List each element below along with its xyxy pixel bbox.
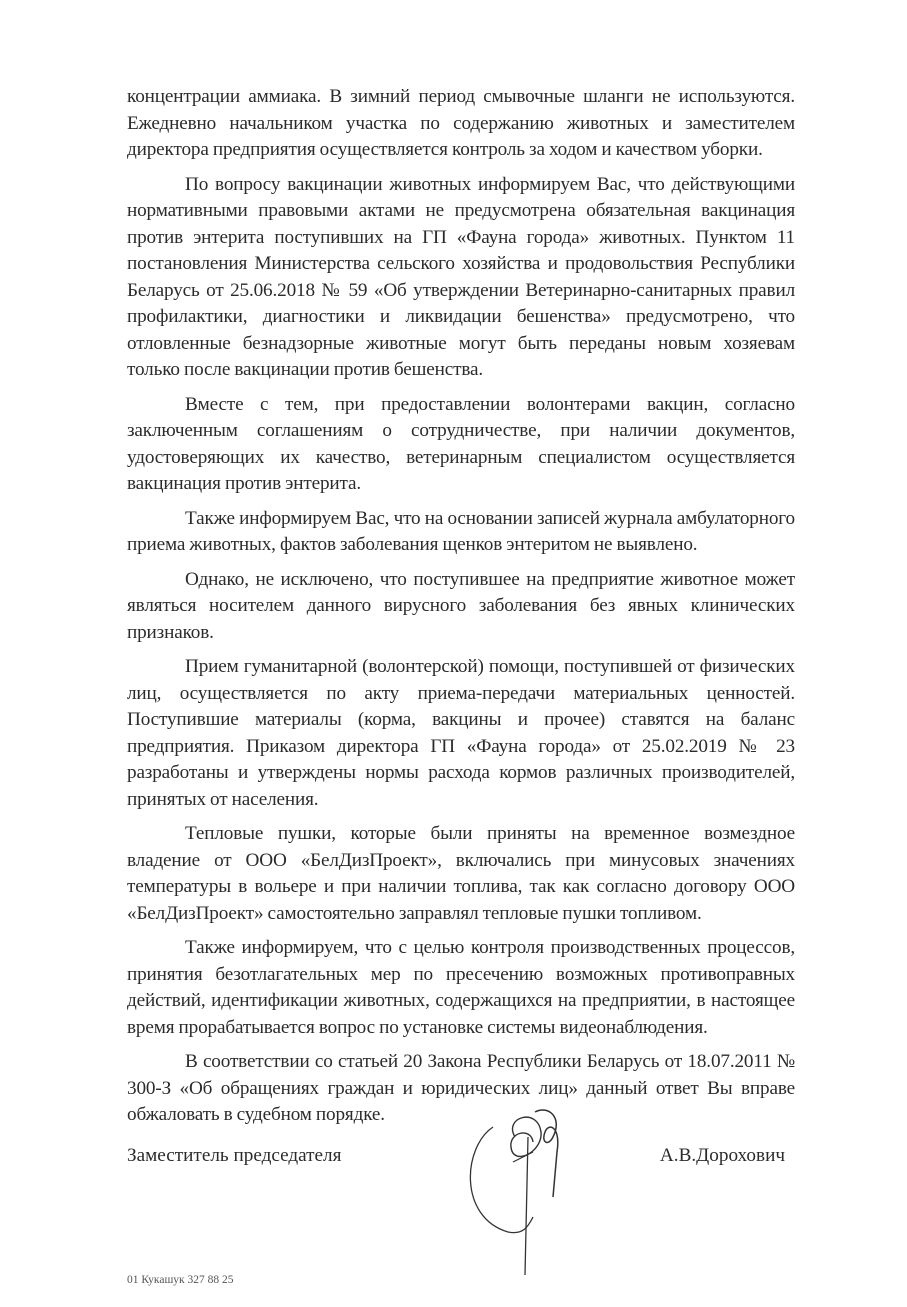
paragraph: Тепловые пушки, которые были приняты на временное возмездное владение от ООО «БелДизПроект», включались при минусовых значениях температуры в вольере и при наличии топлива, так как согласно договору ООО «БелДизПроект» самостоятельно заправлял тепловые пушки топливом. bbox=[127, 823, 795, 924]
paragraph: В соответствии со статьей 20 Закона Республики Беларусь от 18.07.2011 № 300-З «Об обращениях граждан и юридических лиц» данный ответ Вы вправе обжаловать в судебном порядке. bbox=[127, 1051, 795, 1125]
letter-body bbox=[127, 0, 795, 1307]
paragraph: концентрации аммиака. В зимний период смывочные шланги не используются. Ежедневно начальником участка по содержанию животных и заместителем директора предприятия осуществляется контроль за ходом и качеством уборки. bbox=[127, 86, 795, 160]
paragraph: Вместе с тем, при предоставлении волонтерами вакцин, согласно заключенным соглашениям о сотрудничестве, при наличии документов, удостоверяющих их качество, ветеринарным специалистом осуществляется вакцинация против энтерита. bbox=[127, 393, 795, 494]
signatory-name: А.В.Дорохович bbox=[659, 1144, 785, 1166]
paragraph: Однако, не исключено, что поступившее на предприятие животное может являться носителем данного вирусного заболевания без явных клинических признаков. bbox=[127, 568, 795, 643]
paragraph: Также информируем, что с целью контроля производственных процессов, принятия безотлагательных мер по пресечению возможных противоправных действий, идентификации животных, содержащихся на предприятии, в настоящее время прорабатывается вопрос по установке системы видеонаблюдения. bbox=[127, 937, 795, 1038]
signature-block bbox=[127, 1143, 795, 1243]
paragraph: Прием гуманитарной (волонтерской) помощи, поступившей от физических лиц, осуществляется по акту приема-передачи материальных ценностей. Поступившие материалы (корма, вакцины и прочее) ставятся на баланс предприятия. Приказом директора ГП «Фауна города» от 25.02.2019 № 23 разработаны и утверждены нормы расхода кормов различных производителей, принятых от населения. bbox=[127, 656, 795, 810]
executor-note: 01 Кукашук 327 88 25 bbox=[127, 1273, 234, 1286]
signatory-title: Заместитель председателя bbox=[127, 1144, 342, 1166]
paragraph: По вопросу вакцинации животных информируем Вас, что действующими нормативными правовыми актами не предусмотрена обязательная вакцинация против энтерита поступивших на ГП «Фауна города» животных. Пунктом 11 постановления Министерства сельского хозяйства и продовольствия Республики Беларусь от 25.06.2018 № 59 «Об утверждении Ветеринарно-санитарных правил профилактики, диагностики и ликвидации бешенства» предусмотрено, что отловленные безнадзорные животные могут быть переданы новым хозяевам только после вакцинации против бешенства. bbox=[127, 173, 795, 380]
handwritten-signature bbox=[453, 1107, 593, 1277]
paragraph: Также информируем Вас, что на основании записей журнала амбулаторного приема животных, фактов заболевания щенков энтеритом не выявлено. bbox=[127, 507, 795, 555]
